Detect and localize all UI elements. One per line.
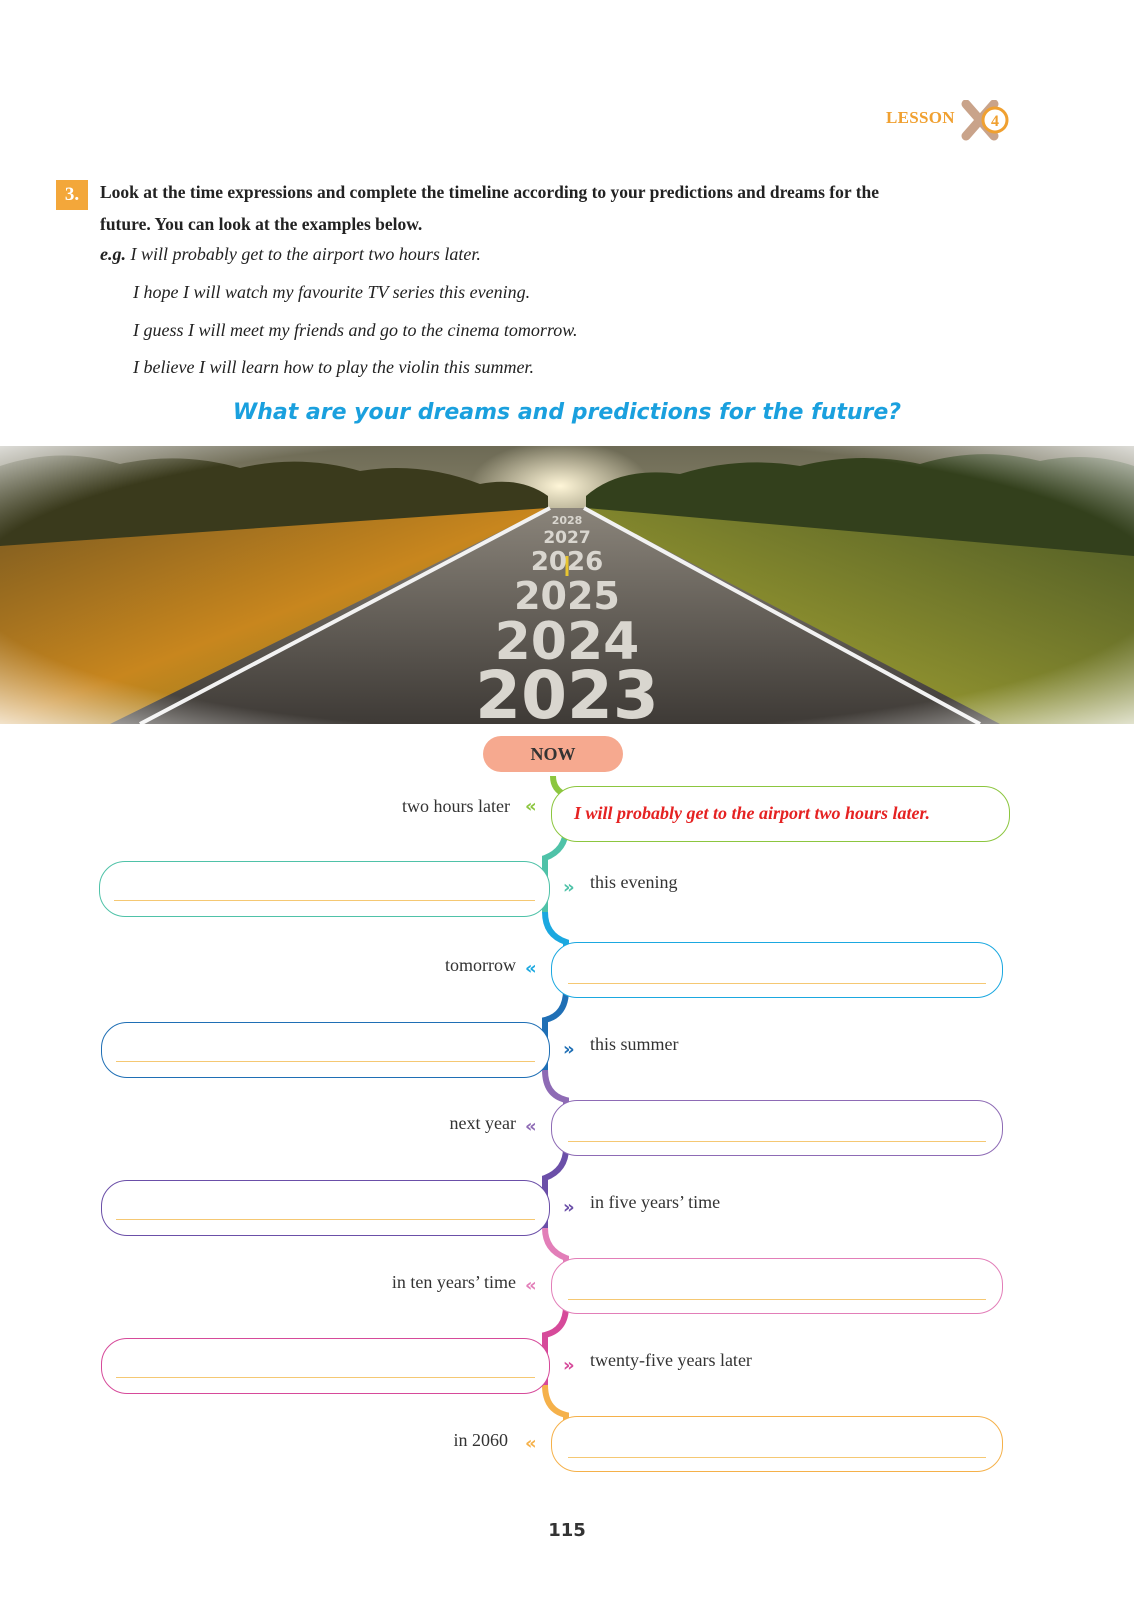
chevron-left-icon: « xyxy=(525,1275,537,1296)
time-label-in-five-years-time: in five years’ time xyxy=(590,1192,721,1212)
chevron-right-icon: » xyxy=(563,1197,575,1218)
chevron-right-icon: » xyxy=(563,1355,575,1376)
chevron-right-icon: » xyxy=(563,1039,575,1060)
example-line-1 xyxy=(100,244,481,265)
writing-line xyxy=(116,1219,535,1220)
time-label-twenty-five-years-later: twenty-five years later xyxy=(590,1350,752,1370)
time-label-in-ten-years-time: in ten years’ time xyxy=(391,1272,516,1292)
writing-line xyxy=(116,1377,535,1378)
chevron-left-icon: « xyxy=(525,958,537,979)
road-image xyxy=(0,446,1134,724)
answer-box-this-summer[interactable] xyxy=(101,1022,550,1078)
example-line-3: I guess I will meet my friends and go to the cinema tomorrow. xyxy=(133,320,578,340)
answer-box-twenty-five-years-later[interactable] xyxy=(101,1338,550,1394)
answer-box-next-year[interactable] xyxy=(551,1100,1003,1156)
writing-line xyxy=(568,1299,986,1300)
instruction-line-2: future. You can look at the examples below. xyxy=(100,214,423,234)
answer-box-two-hours-later[interactable] xyxy=(551,786,1010,842)
time-label-tomorrow: tomorrow xyxy=(445,955,516,975)
chevron-right-icon: » xyxy=(563,877,575,898)
answer-box-this-evening[interactable] xyxy=(99,861,550,917)
page-number: 115 xyxy=(548,1520,586,1541)
example-line-4: I believe I will learn how to play the violin this summer. xyxy=(133,357,534,377)
example-text: I will probably get to the airport two hours later. xyxy=(130,244,481,264)
answer-example-text: I will probably get to the airport two hours later. xyxy=(574,803,931,823)
timeline-now-label: NOW xyxy=(483,736,623,772)
writing-line xyxy=(568,983,986,984)
answer-box-in-five-years-time[interactable] xyxy=(101,1180,550,1236)
task-instruction xyxy=(100,176,1000,240)
answer-box-in-2060[interactable] xyxy=(551,1416,1003,1472)
writing-line xyxy=(568,1141,986,1142)
time-label-two-hours-later: two hours later xyxy=(402,796,510,816)
lesson-badge-icon xyxy=(960,100,1012,144)
lesson-label: LESSON xyxy=(886,108,955,127)
time-label-next-year: next year xyxy=(449,1113,516,1133)
time-label-this-evening: this evening xyxy=(590,872,678,892)
writing-line xyxy=(116,1061,535,1062)
time-label-this-summer: this summer xyxy=(590,1034,679,1054)
example-line-2: I hope I will watch my favourite TV series this evening. xyxy=(133,282,531,302)
writing-line xyxy=(568,1457,986,1458)
lesson-number: 4 xyxy=(991,113,999,130)
eg-prefix: e.g. xyxy=(100,244,126,264)
answer-box-tomorrow[interactable] xyxy=(551,942,1003,998)
chevron-left-icon: « xyxy=(525,1116,537,1137)
task-number: 3. xyxy=(56,180,88,210)
instruction-line-1: Look at the time expressions and complete the timeline according to your predictions and dreams for the xyxy=(100,182,880,202)
time-label-in-2060: in 2060 xyxy=(453,1430,508,1450)
writing-line xyxy=(114,900,535,901)
answer-box-in-ten-years-time[interactable] xyxy=(551,1258,1003,1314)
chevron-left-icon: « xyxy=(525,1433,537,1454)
future-question: What are your dreams and predictions for the future? xyxy=(232,400,902,425)
chevron-left-icon: « xyxy=(525,796,537,817)
